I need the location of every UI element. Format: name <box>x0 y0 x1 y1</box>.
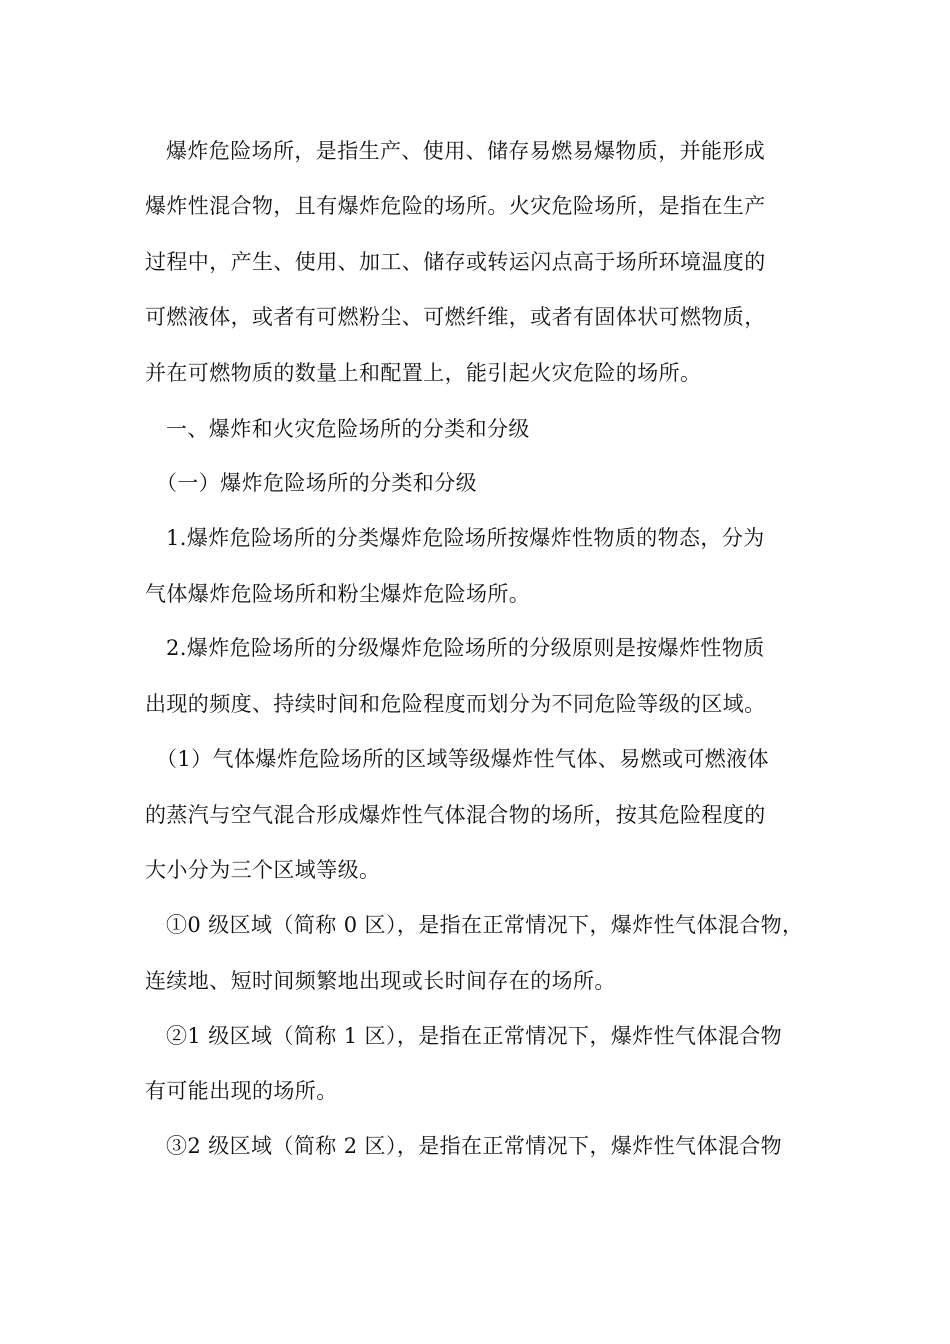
paragraph-line: 有可能出现的场所。 <box>145 1079 338 1103</box>
paragraph-line: 过程中，产生、使用、加工、储存或转运闪点高于场所环境温度的 <box>145 250 766 274</box>
section-heading: 一、爆炸和火灾危险场所的分类和分级 <box>166 417 530 441</box>
paragraph-line: 爆炸性混合物，且有爆炸危险的场所。火灾危险场所，是指在生产 <box>145 194 766 218</box>
paragraph-line: 大小分为三个区域等级。 <box>145 858 381 882</box>
paragraph-line: 2.爆炸危险场所的分级爆炸危险场所的分级原则是按爆炸性物质 <box>166 636 765 660</box>
paragraph-line: 的蒸汽与空气混合形成爆炸性气体混合物的场所，按其危险程度的 <box>145 803 766 827</box>
paragraph-line: 可燃液体，或者有可燃粉尘、可燃纤维，或者有固体状可燃物质， <box>145 305 766 329</box>
paragraph-line: （1）气体爆炸危险场所的区域等级爆炸性气体、易燃或可燃液体 <box>156 747 769 771</box>
paragraph-line: 1.爆炸危险场所的分类爆炸危险场所按爆炸性物质的物态，分为 <box>166 526 765 550</box>
paragraph-line: 并在可燃物质的数量上和配置上，能引起火灾危险的场所。 <box>145 361 702 385</box>
paragraph-line: 气体爆炸危险场所和粉尘爆炸危险场所。 <box>145 582 531 606</box>
paragraph-line: ①0 级区域（简称 0 区），是指在正常情况下，爆炸性气体混合物， <box>166 913 804 937</box>
paragraph-line: 连续地、短时间频繁地出现或长时间存在的场所。 <box>145 969 616 993</box>
paragraph-line: 出现的频度、持续时间和危险程度而划分为不同危险等级的区域。 <box>145 692 766 716</box>
subsection-heading: （一）爆炸危险场所的分类和分级 <box>156 471 477 495</box>
paragraph-line: 爆炸危险场所，是指生产、使用、储存易燃易爆物质，并能形成 <box>166 139 766 163</box>
paragraph-line: ③2 级区域（简称 2 区），是指在正常情况下，爆炸性气体混合物 <box>166 1134 783 1158</box>
paragraph-line: ②1 级区域（简称 1 区），是指在正常情况下，爆炸性气体混合物 <box>166 1024 783 1048</box>
